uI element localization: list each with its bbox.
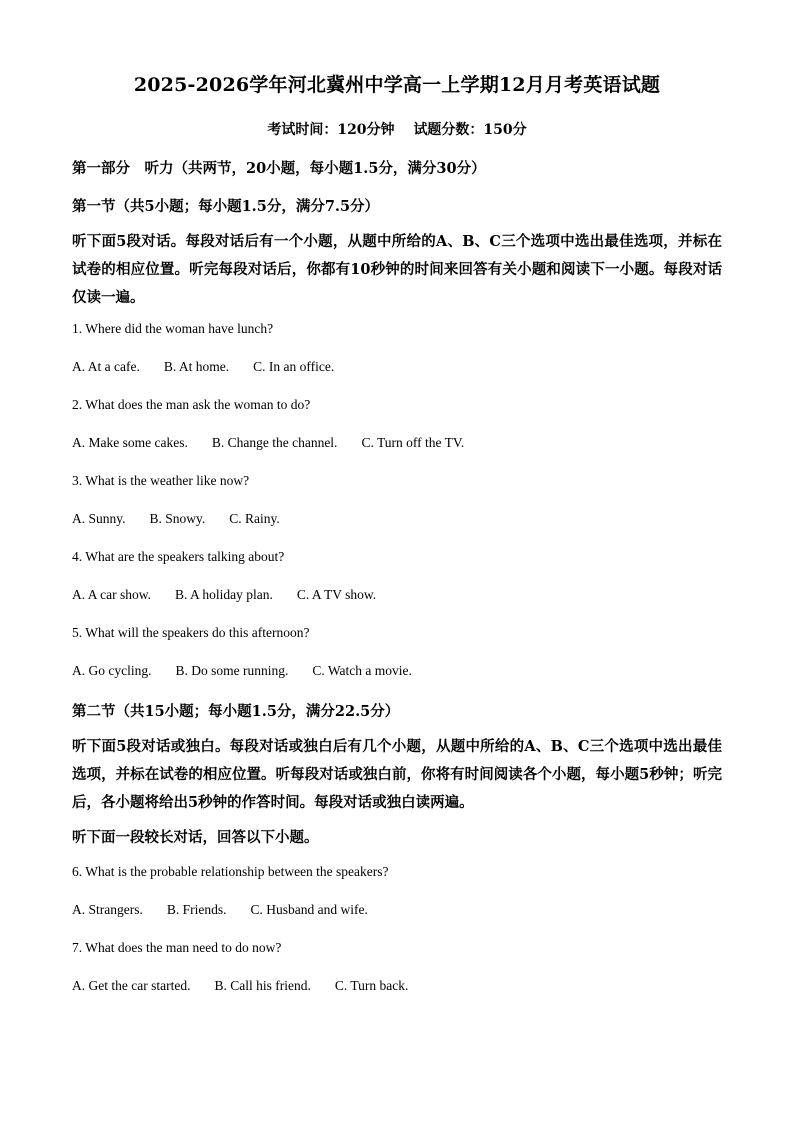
- option-c: C. Turn off the TV.: [361, 435, 465, 450]
- option-c: C. Turn back.: [334, 978, 409, 993]
- option-a: A. At a cafe.: [72, 359, 140, 374]
- option-b: B. Snowy.: [149, 511, 206, 526]
- option-c: C. Watch a movie.: [312, 663, 412, 678]
- option-b: B. Change the channel.: [211, 435, 338, 450]
- page-title: 2025-2026学年河北冀州中学高一上学期12月月考英语试题: [133, 74, 661, 96]
- exam-time: 考试时间：120分钟: [267, 122, 395, 138]
- option-b: B. At home.: [163, 359, 230, 374]
- exam-meta: [0, 119, 794, 139]
- question-stem: 5. What will the speakers do this afternoon?: [72, 625, 310, 640]
- question-options: [72, 435, 464, 451]
- option-b: B. Call his friend.: [214, 978, 311, 993]
- question-stem: 4. What are the speakers talking about?: [72, 549, 285, 564]
- question-stem: 3. What is the weather like now?: [72, 473, 250, 488]
- section2-heading: 第二节（共15小题；每小题1.5分，满分22.5分）: [72, 703, 400, 720]
- section2-instruction: 听下面5段对话或独白。每段对话或独白后有几个小题，从题中所给的A、B、C三个选项中选出最佳选项，并标在试卷的相应位置。听每段对话或独白前，你将有时间阅读各个小题，每小题5秒钟；听完后，各小题将给出5秒钟的作答时间。每段对话或独白读两遍。: [72, 738, 722, 811]
- option-c: C. A TV show.: [296, 587, 377, 602]
- question-options: [72, 511, 280, 527]
- option-c: C. In an office.: [253, 359, 335, 374]
- question-options: [72, 902, 368, 918]
- question-stem: 1. Where did the woman have lunch?: [72, 321, 274, 336]
- question-options: [72, 978, 408, 994]
- option-a: A. A car show.: [72, 587, 151, 602]
- section1-heading: 第一节（共5小题；每小题1.5分，满分7.5分）: [72, 198, 380, 215]
- section1-instruction: 听下面5段对话。每段对话后有一个小题，从题中所给的A、B、C三个选项中选出最佳选项，并标在试卷的相应位置。听完每段对话后，你都有10秒钟的时间来回答有关小题和阅读下一小题。每段对话仅读一遍。: [72, 233, 722, 306]
- question-options: [72, 587, 376, 603]
- section2-sub-instruction: 听下面一段较长对话，回答以下小题。: [72, 829, 319, 846]
- question-stem: 7. What does the man need to do now?: [72, 940, 282, 955]
- question-options: [72, 663, 412, 679]
- exam-score: 试题分数：150分: [413, 122, 527, 138]
- option-b: B. Do some running.: [175, 663, 289, 678]
- option-a: A. Go cycling.: [72, 663, 152, 678]
- option-a: A. Get the car started.: [72, 978, 191, 993]
- option-c: C. Rainy.: [229, 511, 280, 526]
- option-b: B. Friends.: [166, 902, 227, 917]
- part1-heading: 第一部分 听力（共两节，20小题，每小题1.5分，满分30分）: [72, 160, 486, 177]
- question-options: [72, 359, 334, 375]
- option-a: A. Strangers.: [72, 902, 143, 917]
- question-stem: 6. What is the probable relationship between the speakers?: [72, 864, 389, 879]
- option-a: A. Make some cakes.: [72, 435, 188, 450]
- option-b: B. A holiday plan.: [175, 587, 273, 602]
- option-a: A. Sunny.: [72, 511, 126, 526]
- question-stem: 2. What does the man ask the woman to do?: [72, 397, 311, 412]
- option-c: C. Husband and wife.: [250, 902, 368, 917]
